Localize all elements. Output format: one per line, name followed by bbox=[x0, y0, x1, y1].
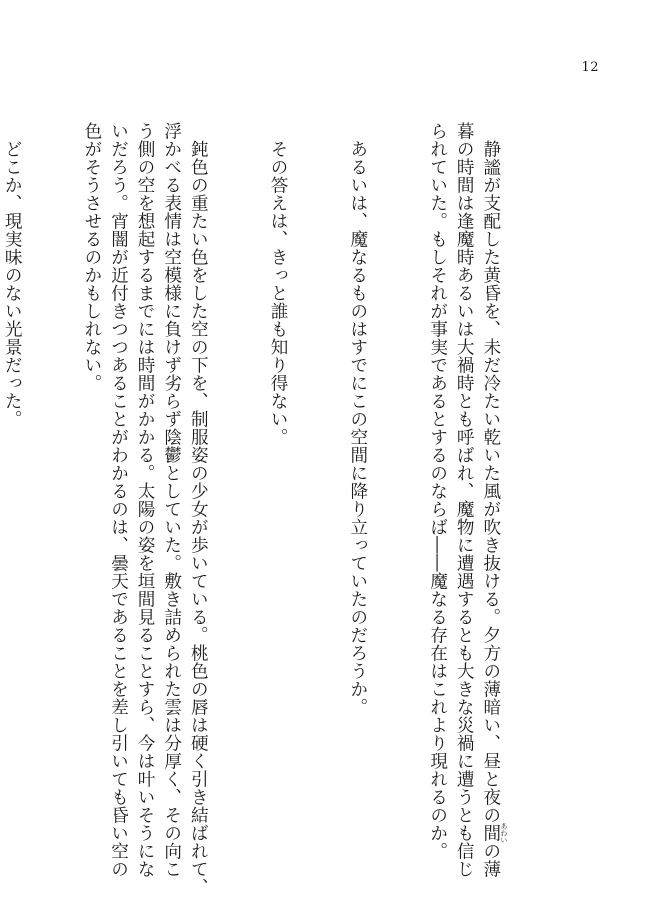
text-line: 静謐が支配した黄昏を、未だ冷たい乾いた風が吹き抜ける。夕方の薄暗い、昼と夜の間 あわいの薄 bbox=[480, 122, 508, 878]
text-line: 色がそうさせるのかもしれない。 bbox=[81, 122, 102, 392]
text-line: 浮かべる表情は空模様に負けず劣らず陰鬱としていた。敷き詰められた雲は分厚く、その向こ bbox=[161, 122, 182, 878]
body-text bbox=[0, 122, 561, 896]
text-line: あるいは、魔なるものはすでにこの空間に降り立っていたのだろうか。 bbox=[347, 122, 368, 716]
paragraph-3 bbox=[264, 122, 291, 822]
paragraph-2 bbox=[344, 122, 371, 822]
ruby-reading: あわい bbox=[499, 822, 508, 844]
page-number: 12 bbox=[581, 60, 599, 75]
text-line: う側の空を想起するまでには時間がかかる。太陽の姿を垣間見ることすら、今は叶いそうにな bbox=[135, 122, 156, 878]
text-line: どこか、現実味のない光景だった。 bbox=[2, 122, 23, 428]
text-line: いだろう。宵闇が近付きつつあることがわかるのは、曇天であることを差し引いても昏い空の bbox=[108, 122, 129, 878]
text-line: られていた。もしそれが事実であるとするのならば――魔なる存在はこれより現れるのか。 bbox=[427, 122, 448, 860]
text-line: 暮の時間は逢魔時あるいは大禍時とも呼ばれ、魔物に遭遇するとも大きな災禍に遭うとも信じ bbox=[454, 122, 475, 878]
paragraph-4 bbox=[78, 122, 211, 896]
text-line: その答えは、きっと誰も知り得ない。 bbox=[268, 122, 289, 446]
paragraph-1 bbox=[424, 122, 508, 878]
ruby-annotation bbox=[480, 822, 508, 844]
text-line: 鈍色の重たい色をした空の下を、制服姿の少女が歩いている。桃色の唇は硬く引き結ばれて、 bbox=[188, 122, 209, 896]
ruby-base: 間 bbox=[480, 822, 501, 844]
paragraph-5 bbox=[0, 122, 25, 822]
